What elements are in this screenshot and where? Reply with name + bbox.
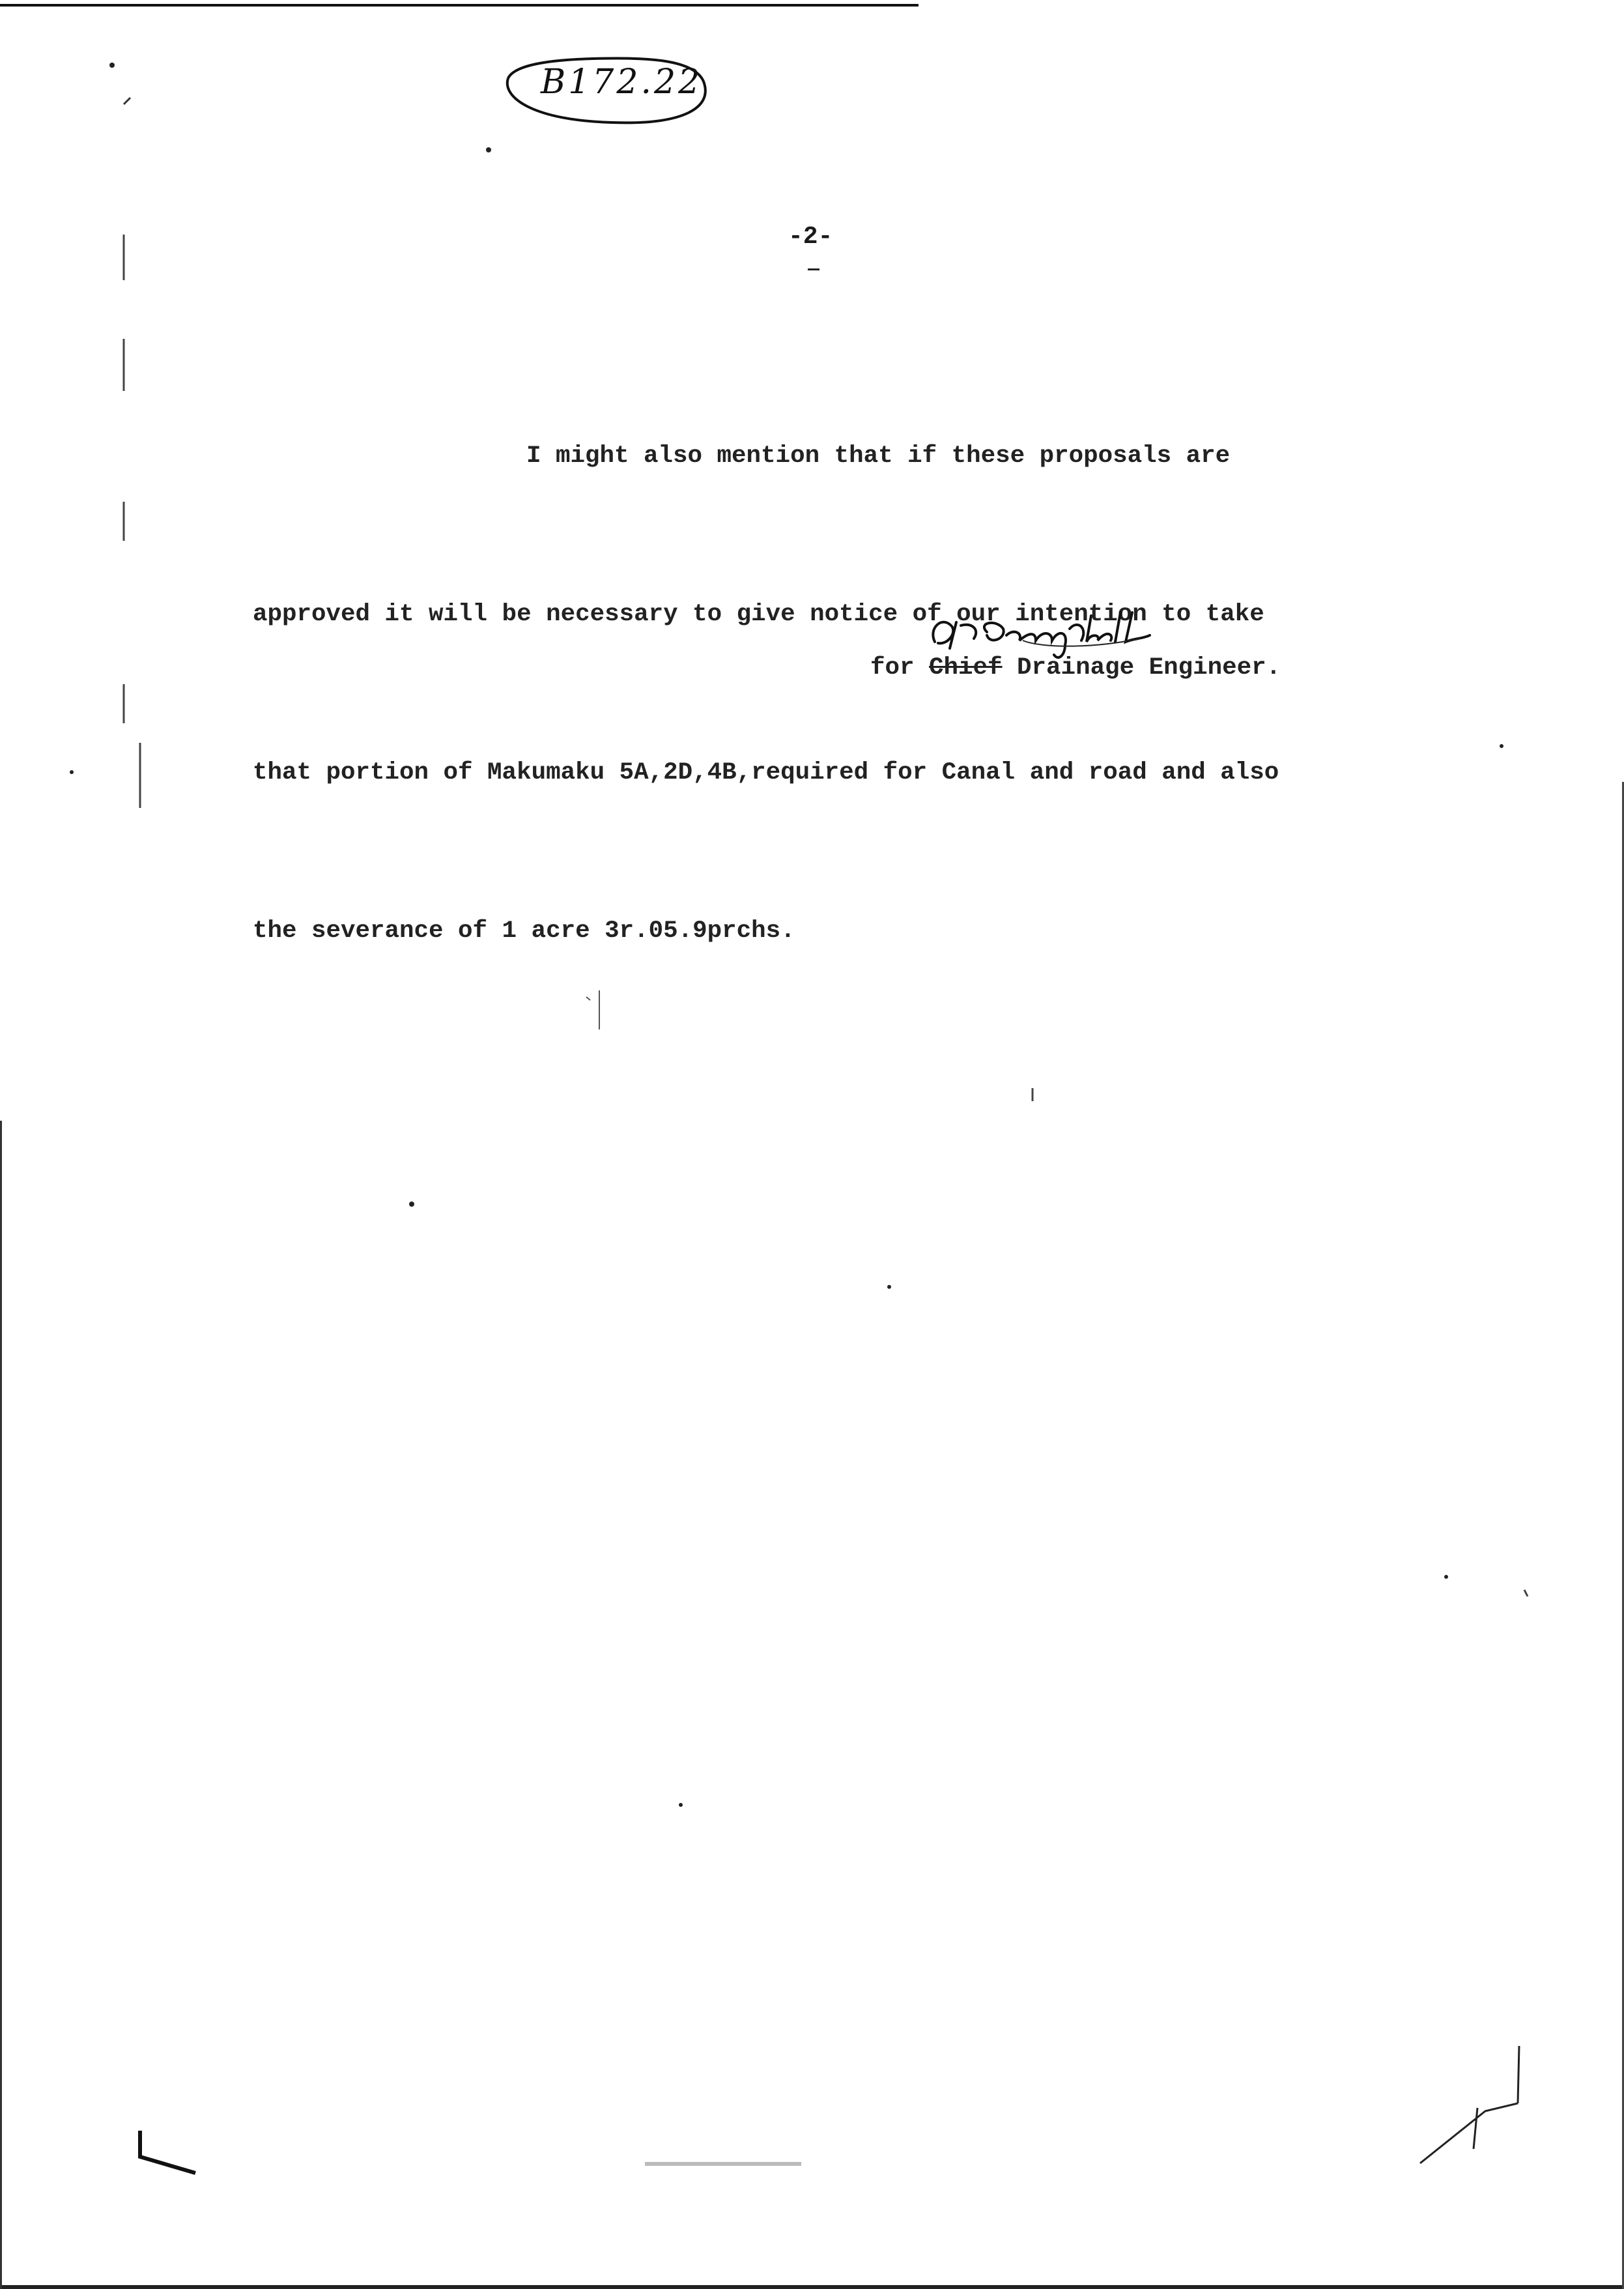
reference-number: B172.22 — [541, 63, 703, 102]
signature-caption — [870, 654, 1281, 682]
body-line: that portion of Makumaku 5A,2D,4B,required for Canal and road and also — [253, 759, 1279, 786]
caption-prefix: for — [870, 654, 930, 682]
scan-border-top — [0, 4, 919, 7]
page-number-underline — [808, 268, 819, 270]
page-number: -2- — [788, 223, 833, 251]
caption-rest: Drainage Engineer. — [1002, 654, 1281, 682]
body-line: approved it will be necessary to give notice of our intention to take — [253, 601, 1264, 628]
scan-border-bottom — [0, 2285, 1624, 2289]
body-line: the severance of 1 acre 3r.05.9prchs. — [253, 917, 795, 945]
body-line: I might also mention that if these proposals are — [526, 442, 1231, 470]
scan-border-left — [0, 1121, 2, 2289]
caption-struck-word: Chief — [929, 654, 1003, 682]
